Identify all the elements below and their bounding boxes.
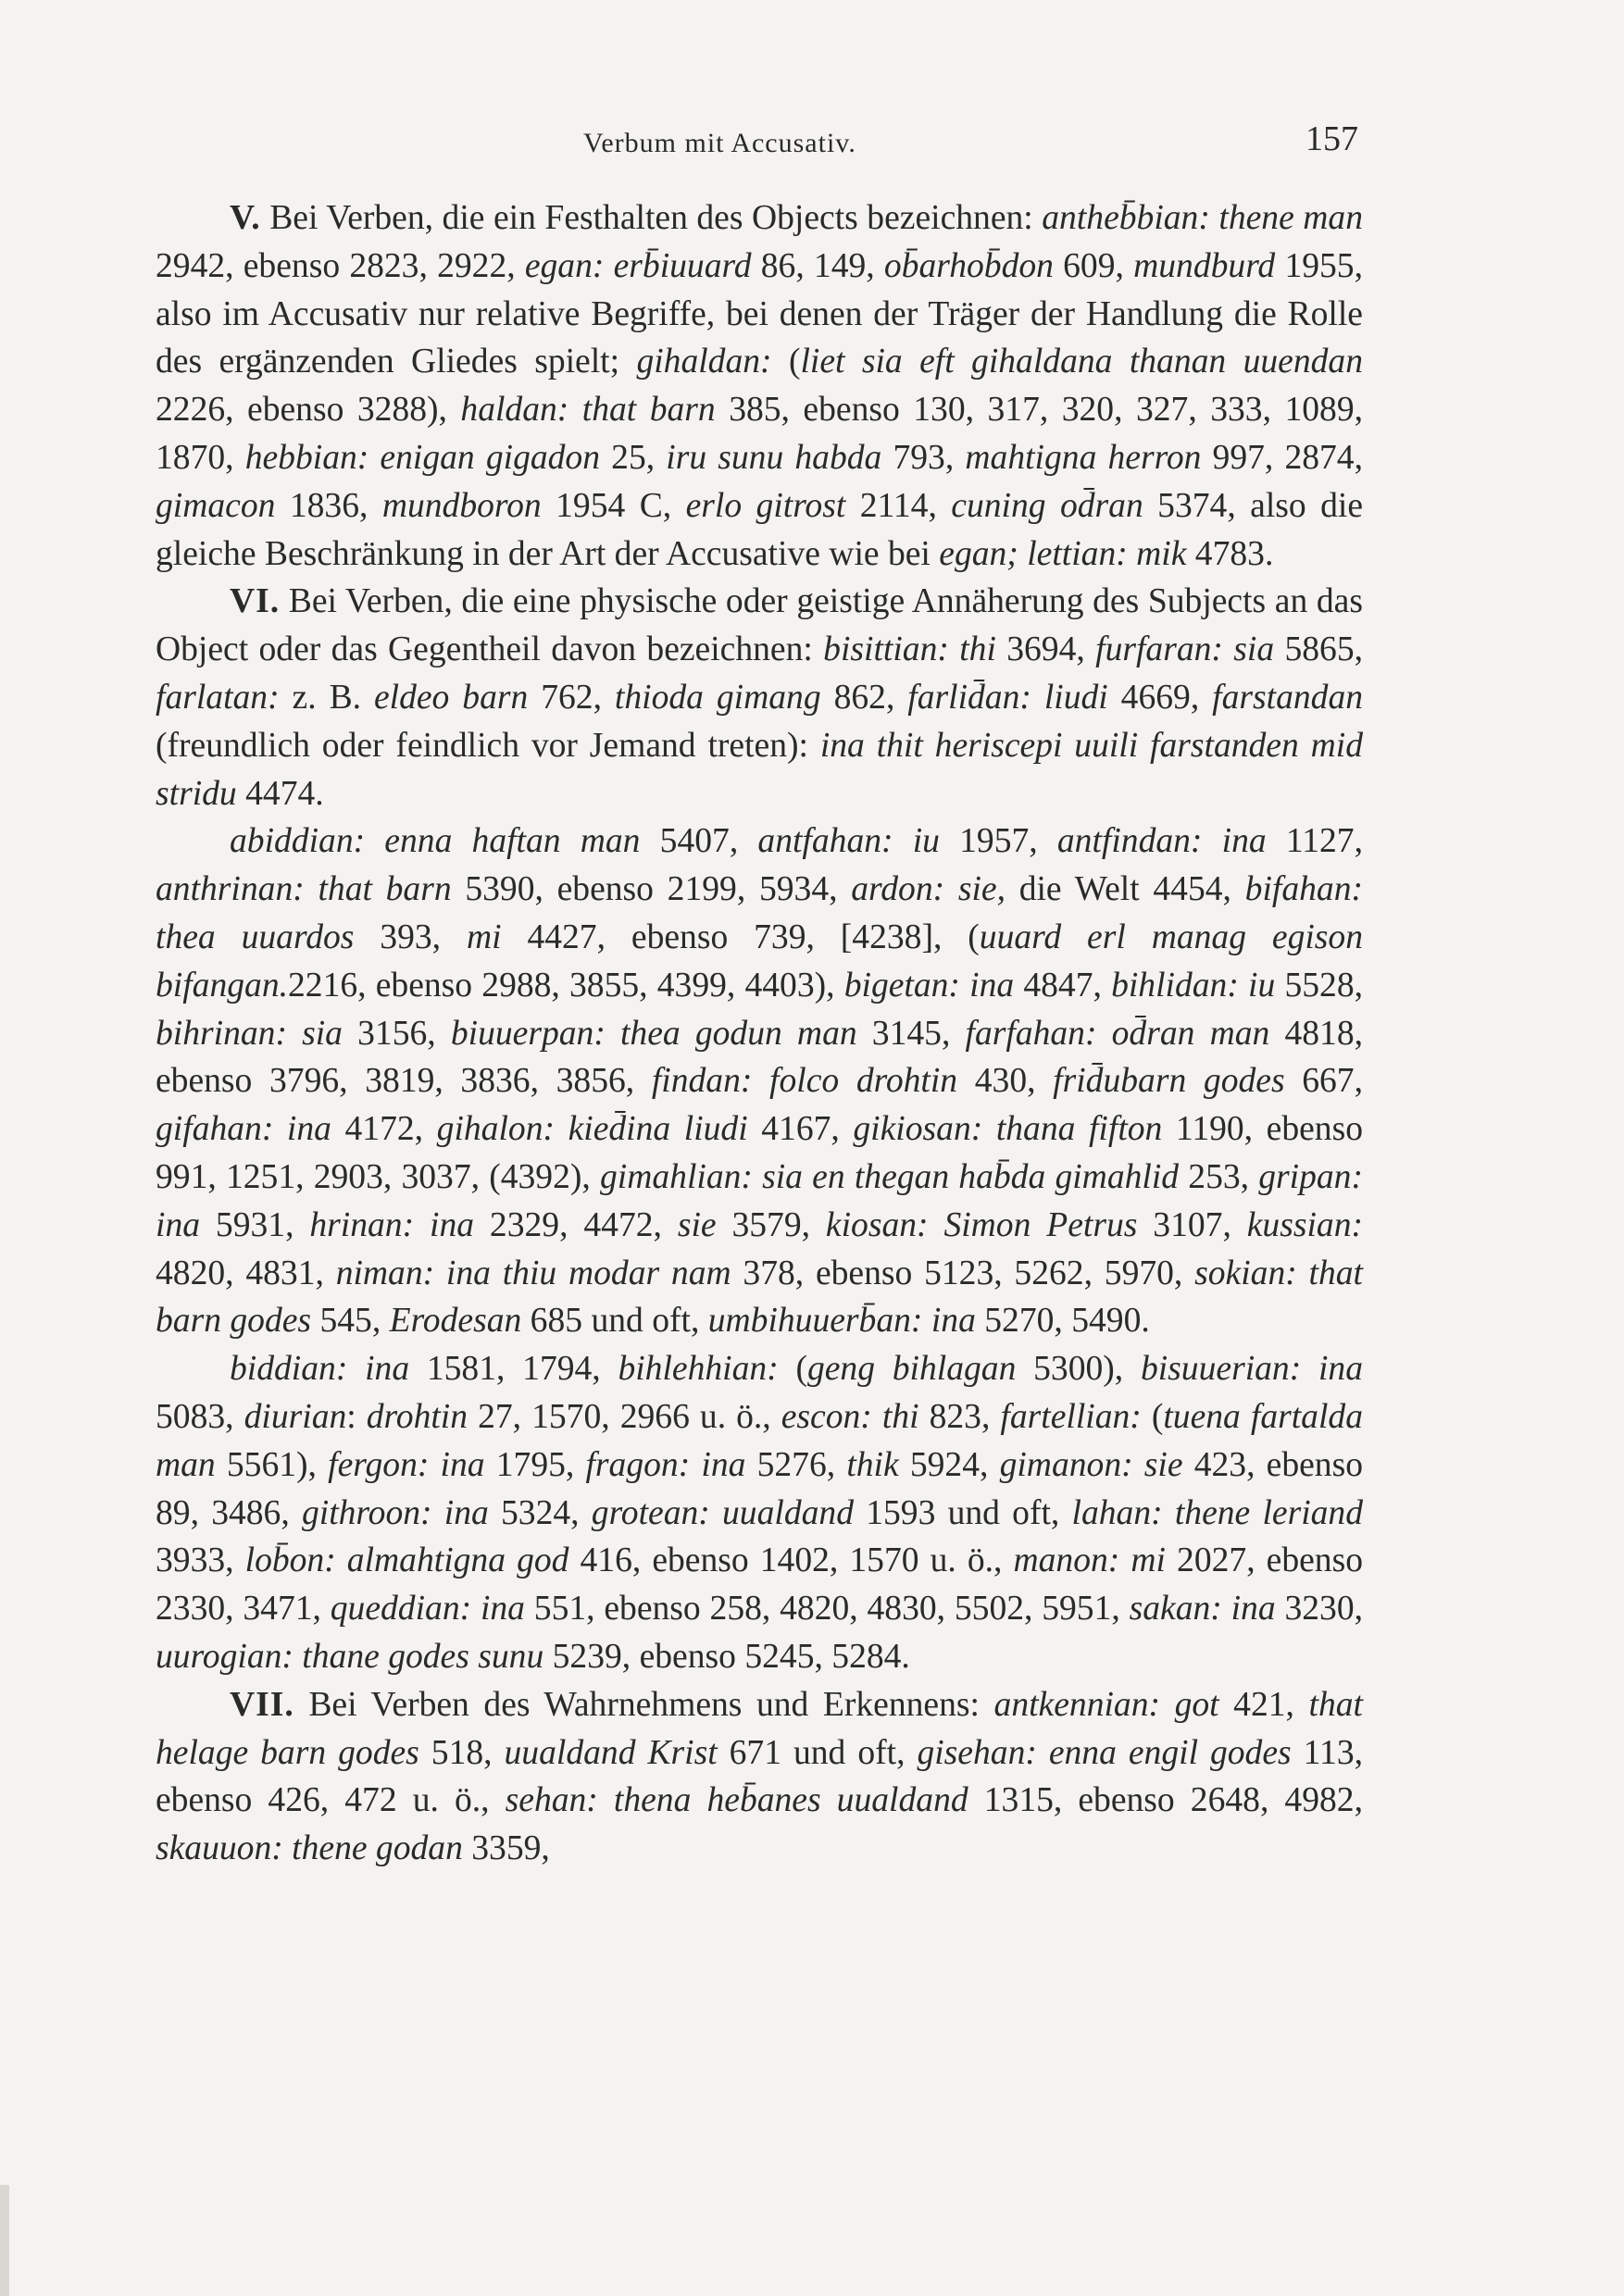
body-text-segment: 4783. — [1186, 534, 1274, 573]
citation-text: frid̄ubarn godes — [1053, 1062, 1285, 1101]
paragraph-paragraph-abiddian — [156, 817, 1363, 1345]
body-text-segment: 27, 1570, 2966 u. ö., — [468, 1397, 781, 1436]
body-text-segment: 3933, — [156, 1541, 245, 1580]
citation-text: gisehan: enna engil godes — [917, 1733, 1292, 1772]
citation-text: ina thit heriscepi uuili farstanden mid stridu — [156, 726, 1363, 813]
citation-text: hrinan: ina — [309, 1205, 475, 1244]
paragraph-section-vii — [156, 1681, 1363, 1873]
body-text-segment: 3579, — [716, 1205, 826, 1244]
citation-text: geng bihlagan — [806, 1350, 1017, 1389]
body-text-segment: 2942, ebenso 2823, 2922, — [156, 246, 525, 285]
body-text-segment: 1954 C, — [541, 486, 686, 525]
body-text-segment: 862, — [820, 678, 908, 717]
citation-text: furfaran: sia — [1095, 630, 1275, 669]
body-text-segment: z. B. — [279, 678, 374, 717]
body-text-segment: 823, — [918, 1397, 1001, 1436]
citation-text: erlo gitrost — [685, 486, 846, 525]
body-text-segment: die Welt 4454, — [1005, 870, 1245, 909]
paragraph-section-vi — [156, 578, 1363, 817]
citation-text: mi — [466, 917, 502, 956]
citation-text: ob̄arhob̄don — [883, 246, 1054, 285]
citation-text: bifahan: thea uuardos — [156, 870, 1363, 956]
body-text-segment: 4818, ebenso 3796, 3819, 3836, 3856, — [156, 1014, 1364, 1101]
body-text-segment: 762, — [528, 678, 615, 717]
citation-text: drohtin — [366, 1397, 468, 1436]
body-text-segment: 1955, also im Accusativ nur relative Begriffe, bei denen der Träger der Handlung die Rolle des ergänzenden Gliedes spielt; — [156, 246, 1363, 381]
citation-text: thioda gimang — [614, 678, 821, 717]
body-text-segment: 393, — [354, 917, 467, 956]
citation-text: iru sunu habda — [666, 438, 882, 477]
body-text-segment: 3694, — [995, 630, 1096, 669]
citation-text: githroon: ina — [301, 1493, 489, 1532]
body-text-segment: 3107, — [1137, 1205, 1247, 1244]
body-text-segment: 667, — [1284, 1062, 1363, 1101]
citation-text: gimacon — [156, 486, 276, 525]
citation-text: ardon: sie, — [851, 870, 1006, 909]
body-text-segment: 25, — [600, 438, 667, 477]
citation-text: uualdand Krist — [504, 1733, 718, 1772]
body-text-segment: 3230, — [1275, 1590, 1364, 1628]
body-text-segment: : — [346, 1397, 367, 1436]
body-text-segment: 5407, — [640, 822, 758, 861]
body-text-segment: 1593 und oft, — [853, 1493, 1072, 1532]
body-text-segment: 793, — [881, 438, 966, 477]
body-text-segment: 430, — [957, 1062, 1054, 1101]
citation-text: eldeo barn — [373, 678, 529, 717]
body-text-segment: 1190, ebenso 991, 1251, 2903, 3037, (4392), — [156, 1110, 1364, 1196]
citation-text: gimahlian: sia en thegan hab̄da gimahlid — [600, 1157, 1180, 1196]
citation-text: grotean: uualdand — [591, 1493, 854, 1532]
citation-text: bihrinan: sia — [156, 1014, 343, 1053]
section-number: VI. — [230, 582, 281, 621]
citation-text: antheb̄bian: thene man — [1042, 199, 1363, 237]
body-text-segment: 2216, ebenso 2988, 3855, 4399, 4403), — [288, 966, 844, 1004]
body-text-segment: 113, ebenso 426, 472 u. ö., — [156, 1733, 1364, 1820]
citation-text: thik — [846, 1445, 899, 1484]
body-text-segment: 4847, — [1014, 966, 1112, 1004]
citation-text: haldan: that barn — [460, 391, 716, 430]
citation-text: bisuuerian: ina — [1140, 1350, 1363, 1389]
body-text-segment: 5300), — [1016, 1350, 1141, 1389]
citation-text: farlid̄an: liudi — [907, 678, 1108, 717]
citation-text: farlatan: — [156, 678, 280, 717]
body-text-segment: 1315, ebenso 2648, 4982, — [968, 1781, 1363, 1820]
body-text-segment: 1795, — [484, 1445, 586, 1484]
citation-text: biuuerpan: thea godun man — [450, 1014, 857, 1053]
citation-text: sie — [677, 1205, 717, 1244]
body-text-segment: 4172, — [331, 1110, 437, 1149]
body-text-segment: 5239, ebenso 5245, 5284. — [543, 1637, 910, 1676]
citation-text: liet sia eft gihaldana thanan uuendan — [800, 343, 1363, 381]
citation-text: that helage barn godes — [156, 1685, 1363, 1772]
body-text-segment: 1581, 1794, — [409, 1350, 618, 1389]
citation-text: gimanon: sie — [999, 1445, 1183, 1484]
citation-text: gripan: ina — [156, 1157, 1363, 1244]
body-text-segment: 4167, — [747, 1110, 854, 1149]
body-text-segment: 2114, — [845, 486, 952, 525]
citation-text: kussian: — [1246, 1205, 1363, 1244]
citation-text: queddian: ina — [330, 1590, 525, 1628]
body-text-segment: 609, — [1053, 246, 1134, 285]
citation-text: fartellian: — [1000, 1397, 1142, 1436]
section-number: V. — [230, 199, 261, 237]
citation-text: uuard erl manag egison bifangan. — [156, 917, 1363, 1004]
body-text-segment: 671 und oft, — [717, 1733, 918, 1772]
body-text-segment: ( — [778, 1350, 807, 1389]
citation-text: hebbian: enigan gigadon — [244, 438, 601, 477]
body-text-segment: 4474. — [236, 774, 324, 813]
body-text-segment: 1957, — [939, 822, 1057, 861]
body-text-segment: ( — [771, 343, 801, 381]
citation-text: niman: ina thiu modar nam — [335, 1254, 731, 1292]
body-text-segment: Bei Verben, die eine physische oder geistige Annäherung des Subjects an das Object oder das Gegentheil davon bezeichnen: — [156, 582, 1363, 669]
citation-text: Erodesan — [389, 1302, 522, 1341]
body-text-segment: 685 und oft, — [521, 1302, 708, 1341]
citation-text: lahan: thene leriand — [1071, 1493, 1364, 1532]
citation-text: findan: folco drohtin — [651, 1062, 958, 1101]
citation-text: uurogian: thane godes sunu — [156, 1637, 544, 1676]
citation-text: umbihuuerb̄an: ina — [707, 1302, 976, 1341]
body-text-segment: 385, ebenso 130, 317, 320, 327, 333, 1089, 1870, — [156, 391, 1363, 477]
citation-text: cuning od̄ran — [951, 486, 1143, 525]
body-text-segment: 518, — [418, 1733, 505, 1772]
citation-text: bihlidan: iu — [1111, 966, 1276, 1004]
body-text-segment: 3156, — [342, 1014, 451, 1053]
citation-text: kiosan: Simon Petrus — [825, 1205, 1138, 1244]
citation-text: skauuon: thene godan — [156, 1829, 463, 1868]
citation-text: lob̄on: almahtigna god — [244, 1541, 569, 1580]
body-text-segment: 5390, ebenso 2199, 5934, — [451, 870, 852, 909]
page-number: 157 — [1305, 119, 1358, 158]
body-text-segment: 5276, — [745, 1445, 847, 1484]
citation-text: antkennian: got — [993, 1685, 1219, 1724]
citation-text: egan: erb̄iuuard — [524, 246, 752, 285]
citation-text: abiddian: enna haftan man — [230, 822, 641, 861]
citation-text: manon: mi — [1013, 1541, 1166, 1580]
body-text-segment: 421, — [1218, 1685, 1309, 1724]
body-text-segment: 551, ebenso 258, 4820, 4830, 5502, 5951, — [524, 1590, 1130, 1628]
citation-text: fragon: ina — [585, 1445, 746, 1484]
citation-text: escon: thi — [781, 1397, 919, 1436]
citation-text: bihlehhian: — [618, 1350, 779, 1389]
body-text-segment: 378, ebenso 5123, 5262, 5970, — [731, 1254, 1195, 1292]
body-text-segment: 5324, — [488, 1493, 592, 1532]
citation-text: anthrinan: that barn — [156, 870, 452, 909]
body-text-segment: 545, — [311, 1302, 390, 1341]
body-text-segment: Bei Verben, die ein Festhalten des Objects bezeichnen: — [260, 199, 1043, 237]
body-text-segment: 423, ebenso 89, 3486, — [156, 1445, 1364, 1532]
citation-text: gikiosan: thana fifton — [853, 1110, 1163, 1149]
body-text-segment: 5270, 5490. — [975, 1302, 1150, 1341]
citation-text: sokian: that barn godes — [156, 1254, 1363, 1341]
body-text-segment: ( — [1141, 1397, 1164, 1436]
body-text-segment: 4820, 4831, — [156, 1254, 336, 1292]
paragraph-paragraph-biddian — [156, 1345, 1363, 1681]
body-text-segment: 2226, ebenso 3288), — [156, 391, 461, 430]
citation-text: mundboron — [381, 486, 542, 525]
running-title: Verbum mit Accusativ. — [583, 128, 856, 158]
citation-text: biddian: ina — [230, 1350, 410, 1389]
citation-text: tuena fartalda man — [156, 1397, 1363, 1484]
citation-text: sakan: ina — [1129, 1590, 1276, 1628]
body-text-segment: 5561), — [215, 1445, 329, 1484]
body-text-segment: 5865, — [1274, 630, 1364, 669]
body-text-segment: 416, ebenso 1402, 1570 u. ö., — [568, 1541, 1014, 1580]
citation-text: mundburd — [1133, 246, 1276, 285]
citation-text: antfindan: ina — [1056, 822, 1267, 861]
body-text-segment: 5924, — [898, 1445, 1000, 1484]
body-text-segment: 5374, also die gleiche Beschränkung in der Art der Accusative wie bei — [156, 486, 1364, 573]
body-text-segment: 1836, — [275, 486, 382, 525]
scan-edge — [0, 2185, 9, 2296]
citation-text: farstandan — [1212, 678, 1364, 717]
citation-text: egan; lettian: mik — [939, 534, 1187, 573]
body-text-segment: 5931, — [200, 1205, 310, 1244]
citation-text: mahtigna herron — [965, 438, 1202, 477]
body-text-segment: 2329, 4472, — [474, 1205, 678, 1244]
body-text-segment: 3359, — [462, 1829, 550, 1868]
body-text-segment: 4669, — [1107, 678, 1213, 717]
paragraph-section-v — [156, 194, 1363, 578]
citation-text: bigetan: ina — [843, 966, 1015, 1004]
body-text-segment: 5083, — [156, 1397, 244, 1436]
body-text-segment: 2027, ebenso 2330, 3471, — [156, 1541, 1364, 1628]
citation-text: gihalon: kied̄ina liudi — [436, 1110, 748, 1149]
section-number: VII. — [230, 1685, 294, 1724]
body-text-segment: 253, — [1179, 1157, 1259, 1196]
citation-text: gifahan: ina — [156, 1110, 331, 1149]
body-text-segment: Bei Verben des Wahrnehmens und Erkennens: — [294, 1685, 994, 1724]
citation-text: antfahan: iu — [757, 822, 940, 861]
body-text-segment: 3145, — [856, 1014, 966, 1053]
body-text-segment: 5528, — [1275, 966, 1364, 1004]
body-text — [156, 194, 1363, 1873]
body-text-segment: (freundlich oder feindlich vor Jemand treten): — [156, 726, 820, 765]
citation-text: diurian — [244, 1397, 347, 1436]
body-text-segment: 1127, — [1266, 822, 1363, 861]
citation-text: fergon: ina — [328, 1445, 485, 1484]
citation-text: bisittian: thi — [823, 630, 996, 669]
body-text-segment: 997, 2874, — [1201, 438, 1363, 477]
body-text-segment: 4427, ebenso 739, [4238], ( — [501, 917, 980, 956]
body-text-segment: 86, 149, — [751, 246, 884, 285]
citation-text: sehan: thena heb̄anes uualdand — [505, 1781, 968, 1820]
page-header — [0, 119, 1624, 174]
citation-text: farfahan: od̄ran man — [965, 1014, 1270, 1053]
citation-text: gihaldan: — [636, 343, 772, 381]
